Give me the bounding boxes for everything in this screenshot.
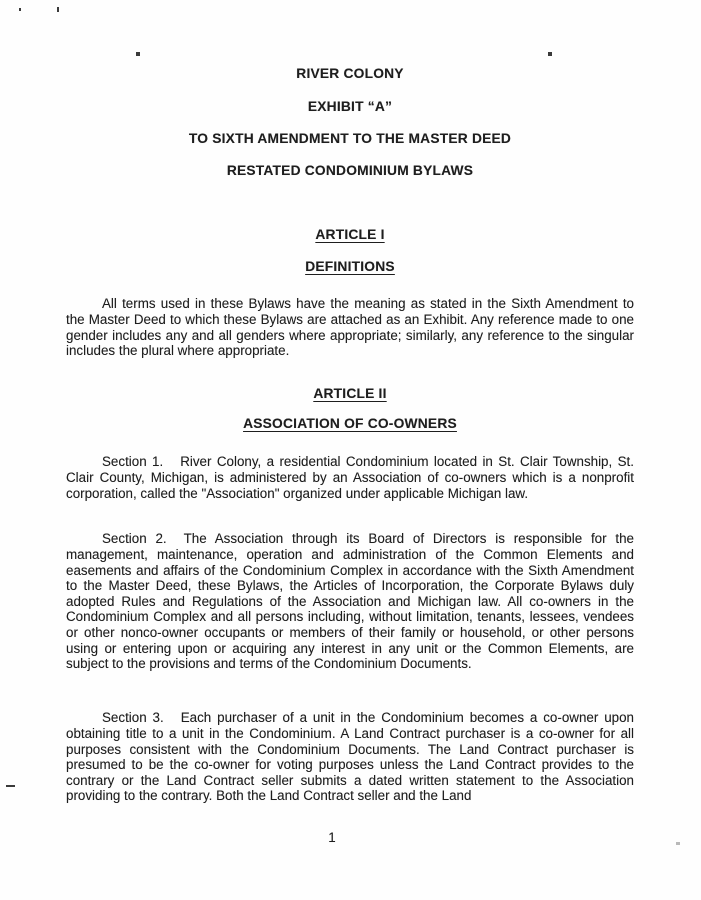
article-1-heading: ARTICLE I xyxy=(315,227,385,242)
article-2-subheading-row xyxy=(66,416,634,432)
section-2-label: Section 2. xyxy=(102,531,167,547)
scan-speck xyxy=(6,785,15,787)
section-1-label: Section 1. xyxy=(102,454,164,470)
section-3-label: Section 3. xyxy=(102,710,164,726)
article-1-paragraph xyxy=(66,296,634,358)
scan-speck xyxy=(57,7,59,12)
section-3-paragraph xyxy=(66,710,634,804)
scan-speck xyxy=(548,52,552,56)
section-3-text: Each purchaser of a unit in the Condominium becomes a co-owner upon obtaining title to a unit in the Condominium. A Land Contract purchaser is a co-owner for all purposes consistent with the Condominium Documents. The Land Contract purchaser is presumed to be the co-owner for voting purposes unless the Land Contract provides to the contrary or the Land Contract seller submits a dated written statement to the Association providing to the contrary. Both the Land Contract seller and the Land xyxy=(66,710,634,804)
article-2-heading: ARTICLE II xyxy=(313,386,387,401)
section-1-paragraph xyxy=(66,454,634,501)
doc-bylaws-line: RESTATED CONDOMINIUM BYLAWS xyxy=(226,163,474,178)
doc-title: RIVER COLONY xyxy=(296,66,404,81)
scan-speck xyxy=(19,8,21,11)
article-1-subheading: DEFINITIONS xyxy=(305,259,395,274)
article-1-heading-row xyxy=(66,227,634,243)
doc-amendment-line: TO SIXTH AMENDMENT TO THE MASTER DEED xyxy=(188,131,512,146)
section-2-paragraph xyxy=(66,531,634,671)
section-2-text: The Association through its Board of Directors is responsible for the management, maintenance, operation and administration of the Common Elements and easements and affairs of the Condominium Complex in accordance with the Sixth Amendment to the Master Deed, these Bylaws, the Articles of Incorporation, the Corporate Bylaws duly adopted Rules and Regulations of the Association and Michigan law. All co-owners in the Condominium Complex and all persons including, without limitation, tenants, lessees, vendees or other nonco-owner occupants or members of their family or household, or other persons using or entering upon or acquiring any interest in any unit or the Common Elements, are subject to the provisions and terms of the Condominium Documents. xyxy=(66,531,634,672)
scan-speck xyxy=(136,52,140,56)
article-1-paragraph-text: All terms used in these Bylaws have the meaning as stated in the Sixth Amendment to the Master Deed to which these Bylaws are attached as an Exhibit. Any reference made to one gender includes any and all genders where appropriate; similarly, any reference to the singular includes the plural where appropriate. xyxy=(66,296,634,359)
article-2-subheading: ASSOCIATION OF CO-OWNERS xyxy=(243,416,457,431)
doc-exhibit-line: EXHIBIT “A” xyxy=(307,99,393,114)
page-number: 1 xyxy=(328,830,336,845)
article-1-subheading-row xyxy=(66,259,634,275)
article-2-heading-row xyxy=(66,386,634,402)
section-1-text: River Colony, a residential Condominium located in St. Clair Township, St. Clair County, Michigan, is administered by an Association of co-owners which is a nonprofit corporation, called the "Association" organized under applicable Michigan law. xyxy=(66,454,634,501)
scan-speck xyxy=(676,842,680,845)
